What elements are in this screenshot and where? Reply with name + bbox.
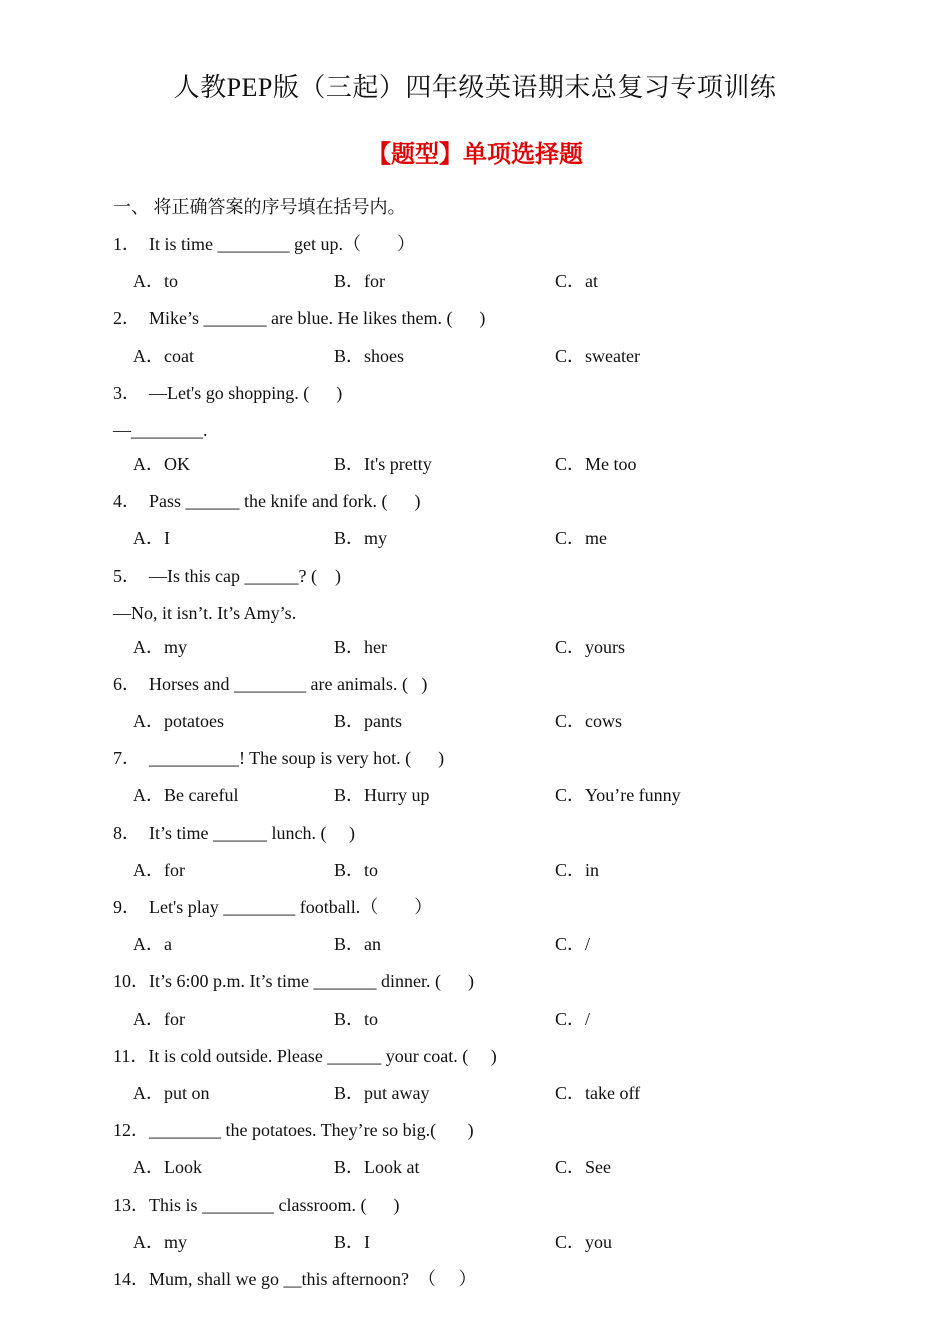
option-a: A．my: [133, 1231, 187, 1252]
question-stem: 6． Horses and ________ are animals. ( ): [113, 673, 428, 694]
options-row: [0, 1152, 950, 1189]
option-c: C．yours: [555, 636, 626, 657]
option-a: A．for: [133, 1008, 185, 1029]
dialogue-line-row: [0, 415, 950, 449]
option-c: C．/: [555, 1008, 591, 1029]
options-row: [0, 523, 950, 560]
option-b: B．an: [334, 934, 381, 955]
question-stem-row: [0, 303, 950, 340]
option-c: C．you: [555, 1231, 613, 1252]
option-a: A．coat: [133, 345, 194, 366]
option-c: C．cows: [555, 711, 622, 732]
options-row: [0, 1227, 950, 1264]
question-stem-row: [0, 1264, 950, 1301]
option-a: A．to: [133, 271, 178, 292]
option-a: A．potatoes: [133, 711, 224, 732]
option-b: B．her: [334, 636, 387, 657]
question-stem: 14．Mum, shall we go __this afternoon? （ ）: [113, 1268, 477, 1289]
question-stem-row: [0, 743, 950, 780]
option-a: A．a: [133, 934, 172, 955]
option-c: C．sweater: [555, 345, 640, 366]
dialogue-line: —No, it isn’t. It’s Amy’s.: [113, 602, 297, 623]
option-a: A．for: [133, 859, 185, 880]
dialogue-line-row: [0, 598, 950, 632]
option-c: C．You’re funny: [555, 785, 681, 806]
options-row: [0, 449, 950, 486]
options-row: [0, 341, 950, 378]
question-stem-row: [0, 561, 950, 598]
question-stem: 2． Mike’s _______ are blue. He likes them. ( ): [113, 308, 486, 329]
question-stem: 4． Pass ______ the knife and fork. ( ): [113, 491, 421, 512]
option-b: B．I: [334, 1231, 370, 1252]
option-c: C．/: [555, 934, 591, 955]
question-stem-row: [0, 486, 950, 523]
option-b: B．to: [334, 859, 379, 880]
options-row: [0, 1004, 950, 1041]
page-title: 人教PEP版（三起）四年级英语期末总复习专项训练: [173, 73, 777, 102]
question-stem-row: [0, 669, 950, 706]
question-stem-row: [0, 229, 950, 266]
options-row: [0, 706, 950, 743]
question-stem: 10．It’s 6:00 p.m. It’s time _______ dinner. ( ): [113, 971, 474, 992]
question-stem: 13．This is ________ classroom. ( ): [113, 1194, 400, 1215]
option-b: B．It's pretty: [334, 453, 432, 474]
option-c: C．See: [555, 1157, 611, 1178]
question-stem: 7． __________! The soup is very hot. ( ): [113, 748, 445, 769]
option-c: C．Me too: [555, 453, 637, 474]
options-row: [0, 855, 950, 892]
question-stem: 1． It is time ________ get up.（ ）: [113, 234, 415, 254]
options-row: [0, 780, 950, 817]
options-row: [0, 266, 950, 303]
option-b: B．my: [334, 528, 388, 549]
option-c: C．in: [555, 859, 600, 880]
question-stem-row: [0, 892, 950, 929]
option-a: A．Look: [133, 1157, 202, 1178]
option-a: A．my: [133, 636, 187, 657]
question-stem-row: [0, 1115, 950, 1152]
question-stem-row: [0, 1190, 950, 1227]
question-stem: 9． Let's play ________ football.（ ）: [113, 897, 433, 917]
question-stem-row: [0, 378, 950, 415]
question-stem-row: [0, 966, 950, 1003]
dialogue-line: —________.: [113, 419, 208, 440]
section-instruction: 一、 将正确答案的序号填在括号内。: [113, 197, 406, 217]
question-stem-row: [0, 1041, 950, 1078]
option-b: B．Look at: [334, 1157, 420, 1178]
option-b: B．to: [334, 1008, 379, 1029]
question-stem: 5． —Is this cap ______? ( ): [113, 565, 341, 586]
option-a: A．put on: [133, 1082, 210, 1103]
option-b: B．put away: [334, 1082, 430, 1103]
options-row: [0, 1078, 950, 1115]
options-row: [0, 632, 950, 669]
option-b: B．for: [334, 271, 385, 292]
question-type-heading: 【题型】单项选择题: [367, 140, 583, 168]
option-c: C．at: [555, 271, 598, 292]
question-stem: 12．________ the potatoes. They’re so big.( ): [113, 1120, 474, 1141]
option-a: A．Be careful: [133, 785, 239, 806]
option-a: A．OK: [133, 453, 190, 474]
options-row: [0, 929, 950, 966]
option-a: A．I: [133, 528, 170, 549]
option-b: B．shoes: [334, 345, 405, 366]
question-stem: 3． —Let's go shopping. ( ): [113, 382, 343, 403]
question-stem: 8． It’s time ______ lunch. ( ): [113, 822, 355, 843]
question-list: [0, 229, 950, 1301]
option-c: C．take off: [555, 1082, 641, 1103]
option-b: B．Hurry up: [334, 785, 430, 806]
option-b: B．pants: [334, 711, 403, 732]
question-stem-row: [0, 818, 950, 855]
option-c: C．me: [555, 528, 607, 549]
question-stem: 11．It is cold outside. Please ______ your coat. ( ): [113, 1045, 497, 1066]
